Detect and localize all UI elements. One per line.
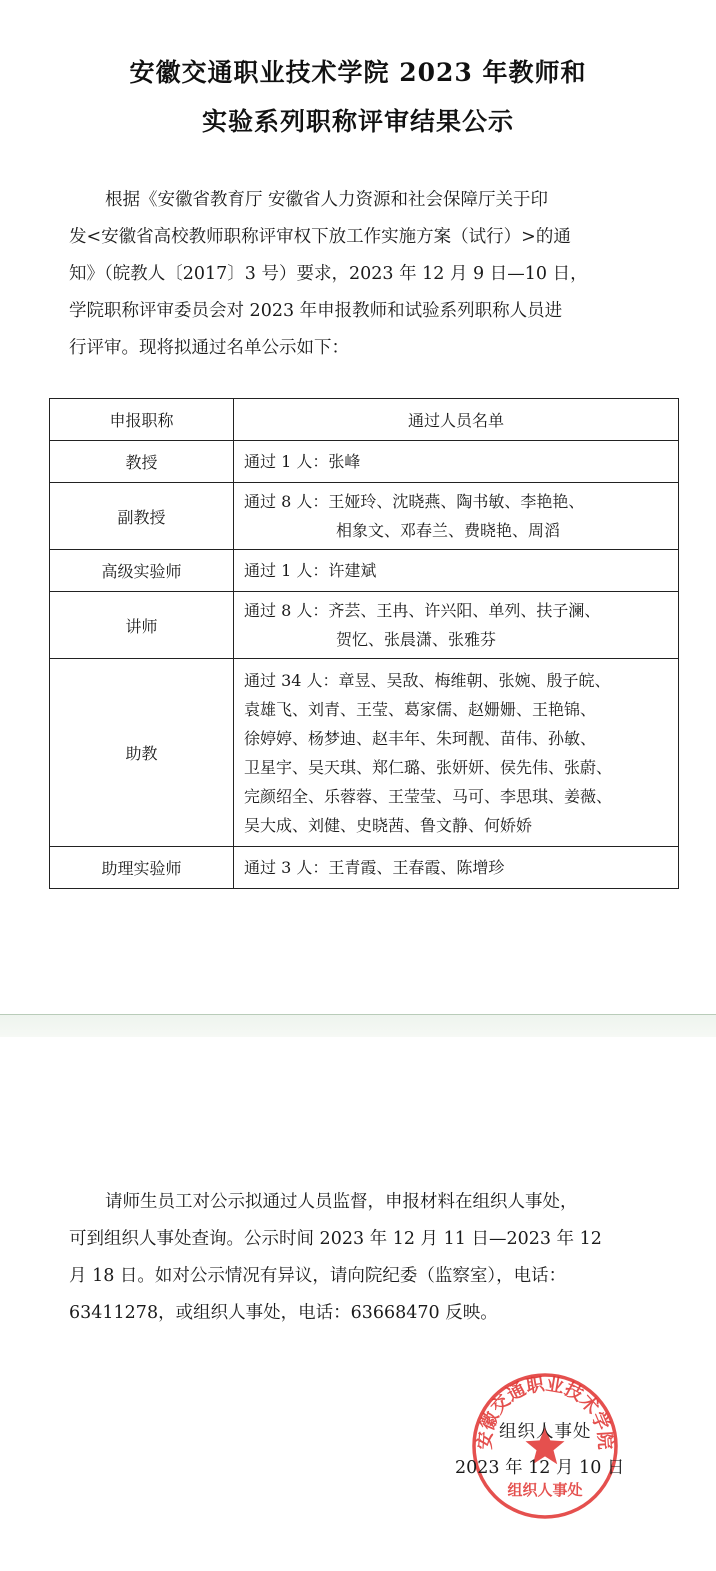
row-names bbox=[234, 441, 679, 483]
names-line: 通过 34 人：章昱、吴敌、梅维朝、张婉、殷子皖、 bbox=[244, 670, 611, 690]
names-line: 通过 1 人：张峰 bbox=[244, 452, 361, 471]
intro-paragraph bbox=[69, 182, 669, 367]
document-title-line-1: 安徽交通职业技术学院 2023 年教师和 bbox=[129, 58, 587, 87]
names-line: 贺忆、张晨潇、张雅芬 bbox=[336, 630, 497, 649]
intro-line: 知》（皖教人〔2017〕3 号）要求，2023 年 12 月 9 日—10 日， bbox=[69, 264, 588, 284]
row-names bbox=[234, 483, 679, 550]
signature-date: 2023 年 12 月 10 日 bbox=[455, 1458, 625, 1478]
table-row bbox=[50, 592, 679, 659]
notice-line: 月 18 日。如对公示情况有异议，请向院纪委（监察室），电话： bbox=[69, 1266, 567, 1286]
row-names bbox=[234, 550, 679, 592]
seal-arc-textpath: 安徽交通职业技术学院 bbox=[474, 1373, 616, 1451]
notice-line: 63411278，或组织人事处，电话：63668470 反映。 bbox=[69, 1303, 498, 1323]
header-cell-title: 申报职称 bbox=[50, 399, 234, 441]
intro-line: 学院职称评审委员会对 2023 年申报教师和试验系列职称人员进 bbox=[69, 301, 563, 321]
table-row bbox=[50, 483, 679, 550]
names-line: 袁雄飞、刘青、王莹、葛家儒、赵姗姗、王艳锦、 bbox=[244, 699, 597, 719]
names-line: 通过 3 人：王青霞、王春霞、陈增珍 bbox=[244, 858, 505, 877]
table-header-row bbox=[50, 399, 679, 441]
names-line: 相象文、邓春兰、费晓艳、周滔 bbox=[336, 521, 561, 540]
row-title: 高级实验师 bbox=[50, 550, 234, 592]
notice-line: 可到组织人事处查询。公示时间 2023 年 12 月 11 日—2023 年 12 bbox=[69, 1229, 602, 1249]
seal-center-text: 组织人事处 bbox=[507, 1481, 583, 1499]
header-cell-names: 通过人员名单 bbox=[234, 399, 679, 441]
names-line: 吴大成、刘健、史晓茜、鲁文静、何娇娇 bbox=[244, 815, 533, 835]
intro-line: 行评审。现将拟通过名单公示如下： bbox=[69, 338, 349, 358]
names-line: 徐婷婷、杨梦迪、赵丰年、朱珂靓、苗伟、孙敏、 bbox=[244, 728, 597, 748]
row-names bbox=[234, 592, 679, 659]
names-line: 卫星宇、吴天琪、郑仁璐、张妍妍、侯先伟、张蔚、 bbox=[244, 757, 613, 777]
names-line: 通过 8 人：齐芸、王冉、许兴阳、单列、扶子澜、 bbox=[244, 601, 601, 620]
row-title: 助理实验师 bbox=[50, 847, 234, 889]
table-row bbox=[50, 847, 679, 889]
document-title-line-2: 实验系列职称评审结果公示 bbox=[201, 107, 514, 136]
row-names bbox=[234, 659, 679, 847]
intro-line: 发<安徽省高校教师职称评审权下放工作实施方案（试行）>的通 bbox=[69, 227, 571, 247]
row-title: 副教授 bbox=[50, 483, 234, 550]
names-line: 通过 8 人：王娅玲、沈晓燕、陶书敏、李艳艳、 bbox=[244, 492, 585, 511]
names-line: 完颜绍全、乐蓉蓉、王莹莹、马可、李思琪、姜薇、 bbox=[244, 786, 613, 806]
names-line: 通过 1 人：许建斌 bbox=[244, 561, 377, 580]
intro-line: 根据《安徽省教育厅 安徽省人力资源和社会保障厅关于印 bbox=[105, 190, 549, 210]
table-row bbox=[50, 659, 679, 847]
row-names bbox=[234, 847, 679, 889]
notice-paragraph bbox=[69, 1184, 669, 1332]
page-separator bbox=[0, 1014, 716, 1038]
row-title: 助教 bbox=[50, 659, 234, 847]
results-table bbox=[49, 398, 679, 889]
row-title: 讲师 bbox=[50, 592, 234, 659]
signature-org: 组织人事处 bbox=[499, 1422, 592, 1442]
notice-line: 请师生员工对公示拟通过人员监督，申报材料在组织人事处， bbox=[105, 1192, 578, 1212]
row-title: 教授 bbox=[50, 441, 234, 483]
table-row bbox=[50, 441, 679, 483]
table-row bbox=[50, 550, 679, 592]
official-seal bbox=[470, 1371, 620, 1521]
